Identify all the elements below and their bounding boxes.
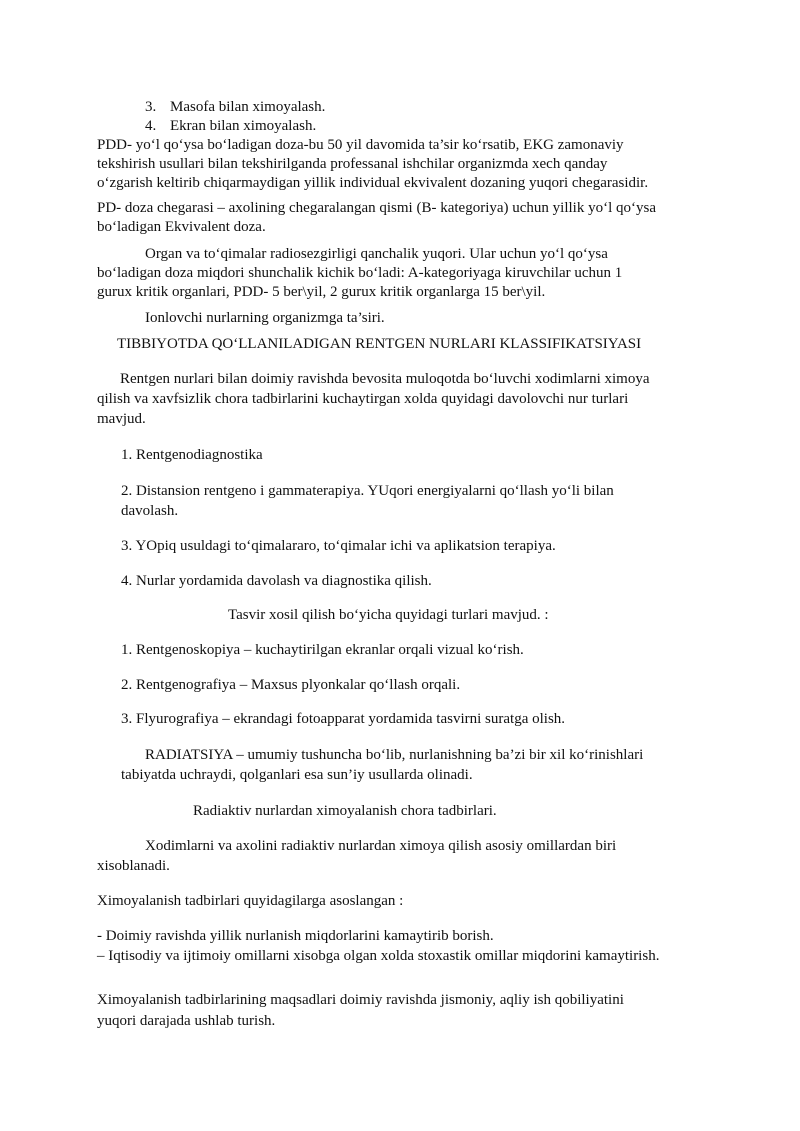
list-item-number: 4. bbox=[145, 118, 157, 134]
list-item-number: 3. bbox=[145, 99, 157, 115]
list-item: davolash. bbox=[121, 503, 179, 519]
list-item: Masofa bilan ximoyalash. bbox=[170, 99, 326, 115]
list-item: 2. Rentgenografiya – Maxsus plyonkalar qo‘llash orqali. bbox=[121, 677, 461, 693]
section-heading: TIBBIYOTDA QO‘LLANILADIGAN RENTGEN NURLARI KLASSIFIKATSIYASI bbox=[117, 336, 642, 352]
list-item: 3. Flyurografiya – ekrandagi fotoapparat yordamida tasvirni suratga olish. bbox=[121, 711, 566, 727]
tasvir-subheading: Tasvir xosil qilish bo‘yicha quyidagi turlari mavjud. : bbox=[228, 607, 549, 623]
dash-list-item: - Doimiy ravishda yillik nurlanish miqdorlarini kamaytirib borish. bbox=[97, 928, 494, 944]
organ-paragraph-line: gurux kritik organlari, PDD- 5 ber\yil, 2 gurux kritik organlarga 15 ber\yil. bbox=[97, 284, 546, 300]
rentgen-intro-line: mavjud. bbox=[97, 411, 146, 427]
xodimlar-paragraph-line: Xodimlarni va axolini radiaktiv nurlardan ximoya qilish asosiy omillardan biri bbox=[145, 838, 617, 854]
pdd-paragraph-line: PDD- yo‘l qo‘ysa bo‘ladigan doza-bu 50 yil davomida ta’sir ko‘rsatib, EKG zamonaviy bbox=[97, 137, 624, 153]
maqsad-paragraph-line: Ximoyalanish tadbirlarining maqsadlari doimiy ravishda jismoniy, aqliy ish qobiliyatini bbox=[97, 992, 624, 1008]
list-item: 3. YOpiq usuldagi to‘qimalararo, to‘qimalar ichi va aplikatsion terapiya. bbox=[121, 538, 556, 554]
asoslangan-line: Ximoyalanish tadbirlari quyidagilarga asoslangan : bbox=[97, 893, 404, 909]
list-item: 2. Distansion rentgeno i gammaterapiya. YUqori energiyalarni qo‘llash yo‘li bilan bbox=[121, 483, 614, 499]
list-item: 1. Rentgenoskopiya – kuchaytirilgan ekranlar orqali vizual ko‘rish. bbox=[121, 642, 524, 658]
organ-paragraph-line: Organ va to‘qimalar radiosezgirligi qanchalik yuqori. Ular uchun yo‘l qo‘ysa bbox=[145, 246, 608, 262]
radiaktiv-subheading: Radiaktiv nurlardan ximoyalanish chora tadbirlari. bbox=[193, 803, 497, 819]
pd-paragraph-line: PD- doza chegarasi – axolining chegaralangan qismi (B- kategoriya) uchun yillik yo‘l qo‘ysa bbox=[97, 200, 656, 216]
list-item: Ekran bilan ximoyalash. bbox=[170, 118, 317, 134]
pdd-paragraph-line: o‘zgarish keltirib chiqarmaydigan yillik individual ekvivalent dozaning yuqori chegarasidir. bbox=[97, 175, 649, 191]
xodimlar-paragraph-line: xisoblanadi. bbox=[97, 858, 170, 874]
rentgen-intro-line: qilish va xavfsizlik chora tadbirlarini kuchaytirgan xolda quyidagi davolovchi nur turlari bbox=[97, 391, 629, 407]
list-item: 1. Rentgenodiagnostika bbox=[121, 447, 263, 463]
pd-paragraph-line: bo‘ladigan Ekvivalent doza. bbox=[97, 219, 266, 235]
pdd-paragraph-line: tekshirish usullari bilan tekshirilganda professanal ishchilar organizmda xech qanday bbox=[97, 156, 608, 172]
list-item: 4. Nurlar yordamida davolash va diagnostika qilish. bbox=[121, 573, 432, 589]
organ-paragraph-line: bo‘ladigan doza miqdori shunchalik kichik bo‘ladi: A-kategoriyaga kiruvchilar uchun 1 bbox=[97, 265, 623, 281]
dash-list-item: – Iqtisodiy va ijtimoiy omillarni xisobga olgan xolda stoxastik omillar miqdorini kamaytirish. bbox=[97, 948, 660, 964]
maqsad-paragraph-line: yuqori darajada ushlab turish. bbox=[97, 1013, 276, 1029]
radiatsiya-paragraph-line: RADIATSIYA – umumiy tushuncha bo‘lib, nurlanishning ba’zi bir xil ko‘rinishlari bbox=[145, 747, 644, 763]
rentgen-intro-line: Rentgen nurlari bilan doimiy ravishda bevosita muloqotda bo‘luvchi xodimlarni ximoya bbox=[120, 371, 650, 387]
ionlovchi-subheading: Ionlovchi nurlarning organizmga ta’siri. bbox=[145, 310, 385, 326]
radiatsiya-paragraph-line: tabiyatda uchraydi, qolganlari esa sun’iy usullarda olinadi. bbox=[121, 767, 473, 783]
